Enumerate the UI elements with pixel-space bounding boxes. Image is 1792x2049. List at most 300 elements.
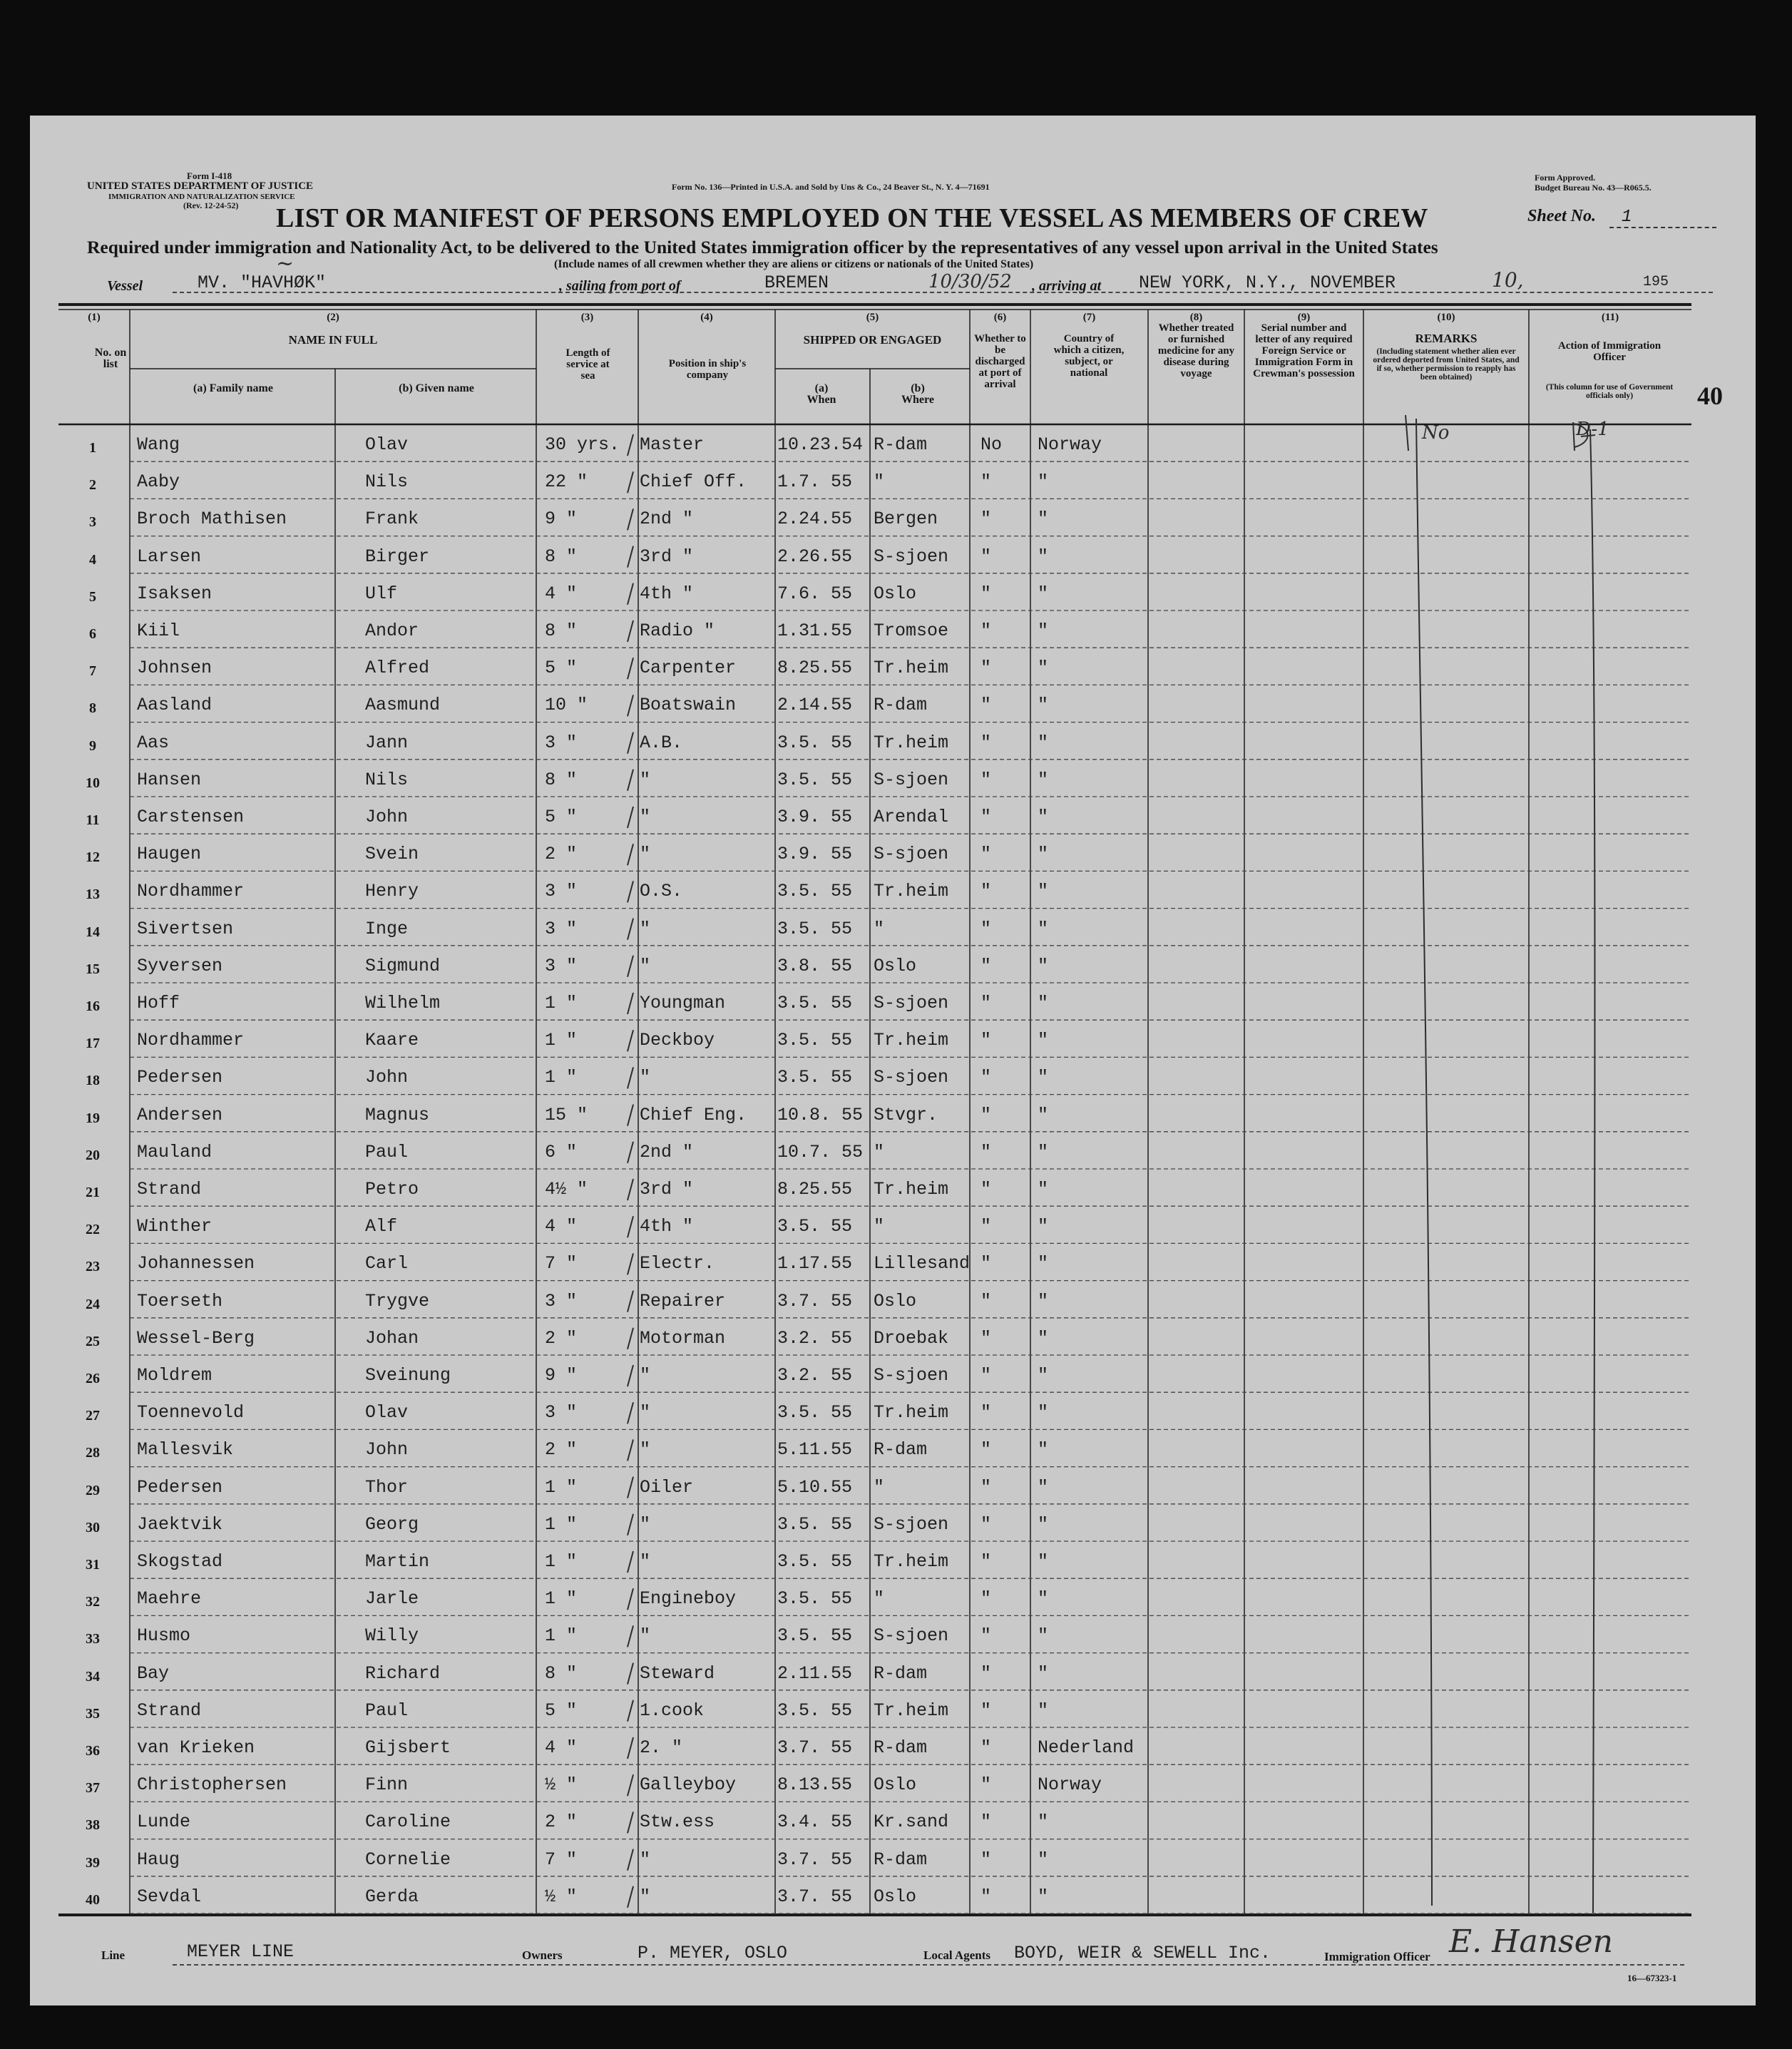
- col1-number: (1): [88, 312, 101, 323]
- shipped-where: Oslo: [874, 955, 917, 976]
- budget-bureau: Budget Bureau No. 43—R065.5.: [1535, 183, 1652, 193]
- service-length: 3 ": [545, 881, 578, 902]
- shipped-when: 3.5. 55: [777, 1700, 853, 1721]
- country: ": [1038, 807, 1049, 827]
- country: ": [1038, 1662, 1049, 1684]
- position: Radio ": [640, 620, 715, 641]
- col5b-header: (b) Where: [901, 382, 934, 406]
- vessel-name: MV. "HAVHØK": [198, 272, 327, 293]
- given-name: Johan: [365, 1327, 419, 1349]
- family-name: Kiil: [137, 620, 180, 641]
- service-length: 5 ": [545, 658, 578, 679]
- given-name: John: [365, 807, 409, 827]
- shipped-when: 3.5. 55: [777, 1625, 853, 1647]
- shipped-when: 3.5. 55: [777, 769, 853, 790]
- table-row: [30, 797, 1756, 834]
- given-name: Paul: [365, 1141, 409, 1163]
- service-length: 10 ": [545, 695, 588, 716]
- given-name: Sigmund: [365, 955, 441, 976]
- shipped-where: Lillesand: [874, 1253, 971, 1274]
- sheet-label: [1527, 207, 1632, 227]
- row-number: 19: [86, 1110, 100, 1126]
- shipped-when: 3.9. 55: [777, 807, 853, 827]
- position: ": [640, 807, 651, 827]
- family-name: Sivertsen: [137, 918, 234, 939]
- service-length: 8 ": [545, 769, 578, 790]
- footer-owners-value: P. MEYER, OSLO: [638, 1943, 788, 1963]
- shipped-where: S-sjoen: [874, 1513, 949, 1535]
- shipped-when: 10.23.54: [777, 434, 864, 455]
- family-name: Mallesvik: [137, 1439, 234, 1461]
- row-number: 3: [89, 514, 96, 531]
- shipped-when: 2.14.55: [777, 695, 853, 716]
- shipped-where: Tr.heim: [874, 1700, 949, 1721]
- service-length: 3 ": [545, 732, 578, 753]
- family-name: Hoff: [137, 993, 180, 1013]
- col8-header: Whether treated or furnished medicine for any disease during voyage: [1157, 322, 1235, 379]
- position: ": [640, 955, 651, 976]
- row-number: 24: [86, 1296, 100, 1312]
- row-number: 40: [86, 1891, 100, 1908]
- shipped-where: Tr.heim: [874, 658, 949, 679]
- discharge: ": [981, 918, 992, 939]
- country: ": [1038, 1625, 1049, 1647]
- country: ": [1038, 695, 1049, 716]
- table-row: [30, 1578, 1756, 1615]
- family-name: Carstensen: [137, 807, 245, 827]
- family-name: Aasland: [137, 695, 213, 716]
- shipped-when: 3.5. 55: [777, 1030, 853, 1051]
- country: ": [1038, 1886, 1049, 1907]
- given-name: Henry: [365, 881, 419, 902]
- col11-note: (This column for use of Government officials only): [1545, 383, 1674, 400]
- page-title: LIST OR MANIFEST OF PERSONS EMPLOYED ON THE VESSEL AS MEMBERS OF CREW: [276, 203, 1428, 233]
- shipped-when: 5.11.55: [777, 1439, 853, 1461]
- shipped-where: ": [874, 1588, 885, 1610]
- given-name: Nils: [365, 769, 409, 790]
- family-name: Hansen: [137, 769, 202, 790]
- row-number: 1: [89, 440, 96, 456]
- shipped-when: 8.13.55: [777, 1774, 853, 1796]
- family-name: Christophersen: [137, 1774, 287, 1796]
- sheet-number: 1: [1622, 208, 1632, 227]
- shipped-when: 1.17.55: [777, 1253, 853, 1274]
- country: ": [1038, 1700, 1049, 1721]
- table-row: [30, 424, 1756, 461]
- table-row: [30, 1392, 1756, 1429]
- family-name: Mauland: [137, 1141, 213, 1163]
- shipped-where: Droebak: [874, 1327, 949, 1349]
- table-row: [30, 461, 1756, 499]
- position: Electr.: [640, 1253, 715, 1274]
- service-length: 1 ": [545, 1588, 578, 1610]
- discharge: ": [981, 1662, 992, 1684]
- family-name: Sevdal: [137, 1886, 202, 1907]
- country: ": [1038, 1030, 1049, 1051]
- crew-note: (Include names of all crewmen whether they are aliens or citizens or nationals of the United States): [554, 258, 1034, 270]
- shipped-where: R-dam: [874, 1849, 928, 1870]
- given-name: Gijsbert: [365, 1737, 451, 1758]
- shipped-where: ": [874, 1141, 885, 1163]
- col2-number: (2): [327, 312, 339, 323]
- discharge: No: [981, 434, 1003, 455]
- shipped-when: 3.5. 55: [777, 1551, 853, 1572]
- discharge: ": [981, 1812, 992, 1833]
- footer-agents-value: BOYD, WEIR & SEWELL Inc.: [1014, 1943, 1271, 1963]
- position: O.S.: [640, 881, 683, 902]
- shipped-where: Oslo: [874, 583, 917, 604]
- position: 2nd ": [640, 1141, 694, 1163]
- arrival-year: 195: [1643, 274, 1669, 290]
- service-length: 6 ": [545, 1141, 578, 1163]
- discharge: ": [981, 1588, 992, 1610]
- given-name: Andor: [365, 620, 419, 641]
- col2a-header: (a) Family name: [193, 382, 273, 394]
- shipped-when: 10.8. 55: [777, 1104, 864, 1125]
- given-name: Inge: [365, 918, 409, 939]
- table-row: [30, 1690, 1756, 1727]
- shipped-where: ": [874, 918, 885, 939]
- service-length: 3 ": [545, 1402, 578, 1424]
- country: ": [1038, 509, 1049, 530]
- country: ": [1038, 1067, 1049, 1088]
- service-length: 5 ": [545, 807, 578, 827]
- family-name: van Krieken: [137, 1737, 255, 1758]
- shipped-where: S-sjoen: [874, 844, 949, 865]
- row-number: 23: [86, 1259, 100, 1275]
- family-name: Pedersen: [137, 1476, 223, 1498]
- col10-header: REMARKS: [1415, 332, 1478, 345]
- table-row: [30, 983, 1756, 1020]
- service-length: ½ ": [545, 1886, 578, 1907]
- col11-header: Action of Immigration Officer: [1557, 340, 1662, 363]
- service-length: 30 yrs.: [545, 434, 620, 455]
- country: ": [1038, 881, 1049, 902]
- row-number: 38: [86, 1817, 100, 1834]
- family-name: Nordhammer: [137, 881, 245, 902]
- given-name: Jarle: [365, 1588, 419, 1610]
- family-name: Syversen: [137, 955, 223, 976]
- table-row: [30, 1095, 1756, 1132]
- table-row: [30, 1132, 1756, 1169]
- row-number: 13: [86, 886, 100, 903]
- given-name: Alfred: [365, 658, 430, 679]
- position: 4th ": [640, 583, 694, 604]
- row-number: 20: [86, 1147, 100, 1163]
- discharge: ": [981, 1179, 992, 1200]
- family-name: Aas: [137, 732, 170, 753]
- col2b-header: (b) Given name: [399, 382, 474, 394]
- table-row: [30, 573, 1756, 610]
- row-number: 14: [86, 924, 100, 940]
- given-name: Frank: [365, 509, 419, 530]
- sailing-date-written: 10/30/52: [928, 271, 1012, 292]
- printer-note: Form No. 136—Printed in U.S.A. and Sold by Uns & Co., 24 Beaver St., N. Y. 4—71691: [672, 182, 990, 192]
- service-length: 3 ": [545, 918, 578, 939]
- table-row: [30, 1429, 1756, 1466]
- margin-number: 40: [1697, 382, 1723, 410]
- given-name: Jann: [365, 732, 409, 753]
- position: 1.cook: [640, 1700, 705, 1721]
- service-length: 1 ": [545, 993, 578, 1013]
- service-length: 7 ": [545, 1849, 578, 1870]
- given-name: Olav: [365, 1402, 409, 1424]
- position: ": [640, 1439, 651, 1461]
- form-id: Form I-418: [187, 170, 232, 181]
- service-length: 3 ": [545, 1290, 578, 1312]
- service-length: 2 ": [545, 1327, 578, 1349]
- country: ": [1038, 1588, 1049, 1610]
- col5-number: (5): [866, 312, 879, 323]
- discharge: ": [981, 1737, 992, 1758]
- position: ": [640, 1551, 651, 1572]
- shipped-where: Arendal: [874, 807, 949, 827]
- service-length: 1 ": [545, 1513, 578, 1535]
- given-name: Trygve: [365, 1290, 430, 1312]
- col10-note: (Including statement whether alien ever ordered deported from United States, and if so, whether permission to reapply has been obtained): [1373, 347, 1520, 382]
- discharge: ": [981, 807, 992, 827]
- given-name: Carl: [365, 1253, 409, 1274]
- table-row: [30, 1727, 1756, 1764]
- discharge: ": [981, 1067, 992, 1088]
- given-name: Olav: [365, 434, 409, 455]
- row-number: 5: [89, 588, 96, 605]
- row-number: 10: [86, 775, 100, 791]
- row-number: 31: [86, 1557, 100, 1573]
- row-number: 37: [86, 1780, 100, 1797]
- family-name: Haugen: [137, 844, 202, 865]
- table-row: [30, 1467, 1756, 1504]
- position: Stw.ess: [640, 1812, 715, 1833]
- country: ": [1038, 1290, 1049, 1312]
- col4-header: Position in ship's company: [668, 358, 747, 381]
- discharge: ": [981, 471, 992, 493]
- given-name: John: [365, 1067, 409, 1088]
- form-approved: Form Approved.: [1535, 173, 1596, 183]
- discharge: ": [981, 546, 992, 567]
- col6-number: (6): [993, 312, 1007, 323]
- shipped-when: 8.25.55: [777, 658, 853, 679]
- discharge: ": [981, 583, 992, 604]
- col3-header: Length of service at sea: [565, 347, 610, 382]
- shipped-when: 3.5. 55: [777, 1402, 853, 1424]
- table-row: [30, 1355, 1756, 1392]
- position: Motorman: [640, 1327, 726, 1349]
- family-name: Johannessen: [137, 1253, 255, 1274]
- country: ": [1038, 1439, 1049, 1461]
- country: Norway: [1038, 1774, 1102, 1796]
- country: ": [1038, 1253, 1049, 1274]
- shipped-when: 2.26.55: [777, 546, 853, 567]
- shipped-where: Tr.heim: [874, 1179, 949, 1200]
- shipped-when: 3.2. 55: [777, 1327, 853, 1349]
- family-name: Husmo: [137, 1625, 191, 1647]
- shipped-when: 2.11.55: [777, 1662, 853, 1684]
- service-length: 3 ": [545, 955, 578, 976]
- row-number: 8: [89, 700, 96, 717]
- shipped-where: R-dam: [874, 434, 928, 455]
- given-name: Petro: [365, 1179, 419, 1200]
- given-name: Richard: [365, 1662, 441, 1684]
- row-number: 12: [86, 849, 100, 866]
- table-row: [30, 871, 1756, 908]
- country: ": [1038, 546, 1049, 567]
- given-name: Paul: [365, 1700, 409, 1721]
- subtitle: Required under immigration and Nationality Act, to be delivered to the United States immigration officer by the representatives of any vessel upon arrival in the United States: [87, 237, 1438, 257]
- given-name: Nils: [365, 471, 409, 493]
- service-length: 8 ": [545, 546, 578, 567]
- table-row: [30, 1802, 1756, 1839]
- shipped-where: Tr.heim: [874, 1402, 949, 1424]
- family-name: Isaksen: [137, 583, 213, 604]
- service-length: 4 ": [545, 583, 578, 604]
- service-length: 2 ": [545, 844, 578, 865]
- family-name: Andersen: [137, 1104, 223, 1125]
- table-row: [30, 1504, 1756, 1541]
- country: ": [1038, 583, 1049, 604]
- footer-code: 16—67323-1: [1627, 1973, 1677, 1983]
- footer-owners-label: Owners: [522, 1948, 563, 1962]
- discharge: ": [981, 1141, 992, 1163]
- country: ": [1038, 993, 1049, 1013]
- service-length: 1 ": [545, 1476, 578, 1498]
- footer-agents-label: Local Agents: [923, 1948, 990, 1962]
- row-number: 22: [86, 1222, 100, 1238]
- table-row: [30, 1206, 1756, 1243]
- country: ": [1038, 658, 1049, 679]
- country: ": [1038, 1849, 1049, 1870]
- footer-dotted-line: [173, 1964, 1684, 1966]
- shipped-when: 3.7. 55: [777, 1290, 853, 1312]
- discharge: ": [981, 1365, 992, 1386]
- service: IMMIGRATION AND NATURALIZATION SERVICE: [108, 193, 295, 201]
- discharge: ": [981, 620, 992, 641]
- discharge: ": [981, 1402, 992, 1424]
- table-row: [30, 1243, 1756, 1280]
- table-row: [30, 1876, 1756, 1913]
- position: ": [640, 1067, 651, 1088]
- service-length: 2 ": [545, 1439, 578, 1461]
- position: Repairer: [640, 1290, 726, 1312]
- given-name: Svein: [365, 844, 419, 865]
- discharge: ": [981, 1886, 992, 1907]
- country: ": [1038, 471, 1049, 493]
- service-length: 8 ": [545, 620, 578, 641]
- shipped-when: 3.4. 55: [777, 1812, 853, 1833]
- position: 2nd ": [640, 509, 694, 530]
- shipped-when: 3.5. 55: [777, 732, 853, 753]
- given-name: Sveinung: [365, 1365, 451, 1386]
- service-length: 4 ": [545, 1216, 578, 1237]
- shipped-where: Oslo: [874, 1290, 917, 1312]
- shipped-where: S-sjoen: [874, 1067, 949, 1088]
- sailing-label: , sailing from port of: [559, 278, 681, 294]
- col6-header: Whether to be discharged at port of arrival: [974, 333, 1026, 390]
- arriving-label: , arriving at: [1032, 278, 1102, 294]
- sheet-line: [1609, 227, 1716, 228]
- shipped-where: Tr.heim: [874, 1551, 949, 1572]
- shipped-when: 8.25.55: [777, 1179, 853, 1200]
- service-length: ½ ": [545, 1774, 578, 1796]
- family-name: Aaby: [137, 471, 180, 493]
- shipped-when: 1.7. 55: [777, 471, 853, 493]
- position: Boatswain: [640, 695, 737, 716]
- country: ": [1038, 732, 1049, 753]
- position: ": [640, 1849, 651, 1870]
- position: Steward: [640, 1662, 715, 1684]
- table-row: [30, 1057, 1756, 1094]
- service-length: 1 ": [545, 1551, 578, 1572]
- vessel-handwritten-mark: ~: [276, 251, 295, 276]
- country: Nederland: [1038, 1737, 1135, 1758]
- given-name: Ulf: [365, 583, 398, 604]
- country: ": [1038, 1327, 1049, 1349]
- position: 3rd ": [640, 546, 694, 567]
- discharge: ": [981, 1327, 992, 1349]
- table-row: [30, 760, 1756, 797]
- shipped-where: S-sjoen: [874, 1365, 949, 1386]
- discharge: ": [981, 1774, 992, 1796]
- given-name: Birger: [365, 546, 430, 567]
- row-number: 33: [86, 1631, 100, 1647]
- row-number: 4: [89, 551, 96, 568]
- shipped-where: Tromsoe: [874, 620, 949, 641]
- table-row: [30, 536, 1756, 573]
- given-name: John: [365, 1439, 409, 1461]
- footer-line-value: MEYER LINE: [187, 1941, 295, 1962]
- discharge: ": [981, 844, 992, 865]
- table-row: [30, 610, 1756, 648]
- family-name: Nordhammer: [137, 1030, 245, 1051]
- shipped-where: S-sjoen: [874, 546, 949, 567]
- service-length: 5 ": [545, 1700, 578, 1721]
- col7-number: (7): [1082, 312, 1096, 323]
- family-name: Toerseth: [137, 1290, 223, 1312]
- table-row: [30, 1653, 1756, 1690]
- shipped-when: 3.5. 55: [777, 881, 853, 902]
- family-name: Jaektvik: [137, 1513, 223, 1535]
- family-name: Broch Mathisen: [137, 509, 287, 530]
- shipped-where: S-sjoen: [874, 1625, 949, 1647]
- col9-number: (9): [1297, 312, 1311, 323]
- family-name: Johnsen: [137, 658, 213, 679]
- position: 2. ": [640, 1737, 683, 1758]
- shipped-when: 3.5. 55: [777, 993, 853, 1013]
- arrival-day-written: 10,: [1492, 268, 1524, 292]
- position: Engineboy: [640, 1588, 737, 1610]
- family-name: Strand: [137, 1700, 202, 1721]
- discharge: ": [981, 1030, 992, 1051]
- discharge: ": [981, 1216, 992, 1237]
- sheet-label-text: Sheet No.: [1527, 207, 1596, 225]
- country: ": [1038, 1402, 1049, 1424]
- row-number: 7: [89, 663, 96, 680]
- discharge: ": [981, 732, 992, 753]
- shipped-when: 3.2. 55: [777, 1365, 853, 1386]
- family-name: Toennevold: [137, 1402, 245, 1424]
- position: 4th ": [640, 1216, 694, 1237]
- family-name: Moldrem: [137, 1365, 213, 1386]
- row-number: 6: [89, 626, 96, 642]
- col4-number: (4): [700, 312, 713, 323]
- shipped-when: 1.31.55: [777, 620, 853, 641]
- table-row: [30, 722, 1756, 760]
- row-number: 15: [86, 961, 100, 977]
- discharge: ": [981, 1849, 992, 1870]
- family-name: Skogstad: [137, 1551, 223, 1572]
- position: ": [640, 769, 651, 790]
- shipped-where: Tr.heim: [874, 1030, 949, 1051]
